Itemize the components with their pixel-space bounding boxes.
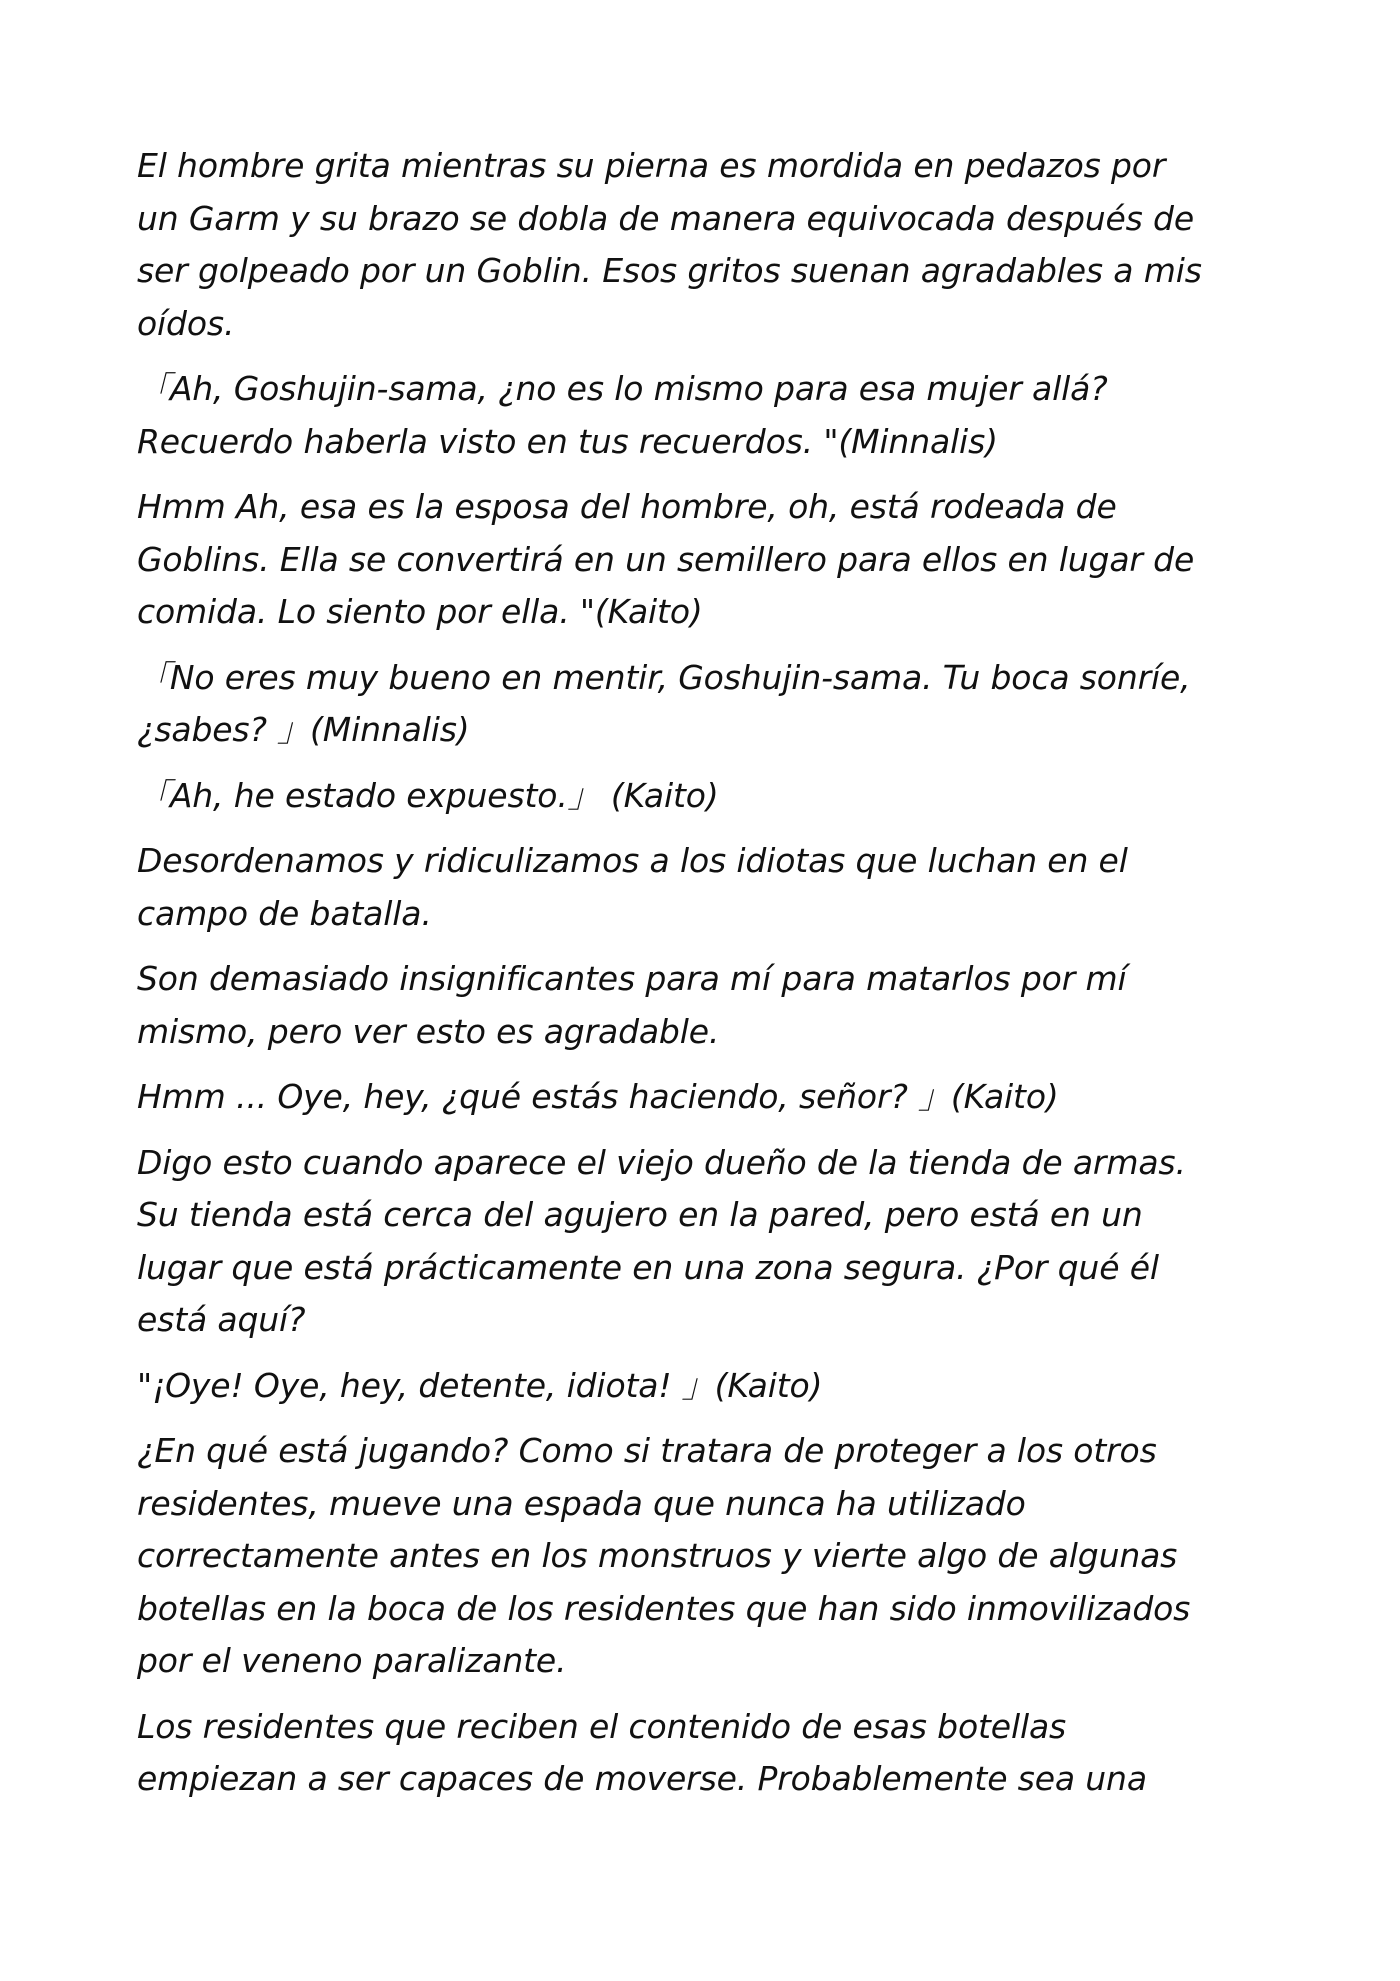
paragraph — [137, 953, 1250, 1058]
text-line: un Garm y su brazo se dobla de manera equivocada después de — [137, 198, 1194, 238]
paragraph — [137, 1701, 1250, 1806]
text-line: está aquí? — [137, 1300, 306, 1339]
text-line: Su tienda está cerca del agujero en la pared, pero está en un — [137, 1195, 1143, 1234]
paragraph — [137, 1137, 1250, 1347]
text-line: botellas en la boca de los residentes que han sido inmovilizados — [137, 1588, 1191, 1628]
paragraph — [137, 1071, 1250, 1124]
text-line: empiezan a ser capaces de moverse. Probablemente sea una — [137, 1759, 1147, 1798]
paragraph — [137, 481, 1250, 639]
text-line: "¡Oye! Oye, hey, detente, idiota! 」(Kaito) — [137, 1365, 823, 1405]
text-line: residentes, mueve una espada que nunca ha utilizado — [137, 1483, 1026, 1523]
paragraph — [137, 835, 1250, 940]
paragraph — [137, 140, 1250, 350]
text-line: Goblins. Ella se convertirá en un semillero para ellos en lugar de — [137, 539, 1195, 579]
text-line: campo de batalla. — [137, 893, 432, 933]
text-line: oídos. — [137, 303, 235, 343]
text-line: Los residentes que reciben el contenido de esas botellas — [137, 1706, 1067, 1746]
text-line: ser golpeado por un Goblin. Esos gritos suenan agradables a mis — [137, 251, 1202, 290]
text-line: Son demasiado insignificantes para mí para matarlos por mí — [137, 959, 1127, 998]
paragraph — [137, 363, 1250, 468]
text-line: por el veneno paralizante. — [137, 1641, 567, 1680]
document-body — [137, 140, 1250, 1806]
text-line: 「Ah, he estado expuesto.」 (Kaito) — [137, 775, 719, 815]
paragraph — [137, 1425, 1250, 1688]
text-line: Recuerdo haberla visto en tus recuerdos. "(Minnalis) — [137, 421, 998, 461]
text-line: Desordenamos y ridiculizamos a los idiotas que luchan en el — [137, 841, 1128, 880]
paragraph — [137, 652, 1250, 757]
paragraph — [137, 1360, 1250, 1413]
text-line: comida. Lo siento por ella. "(Kaito) — [137, 592, 703, 631]
text-line: Hmm ... Oye, hey, ¿qué estás haciendo, señor? 」(Kaito) — [137, 1077, 1059, 1116]
text-line: correctamente antes en los monstruos y vierte algo de algunas — [137, 1536, 1178, 1575]
text-line: ¿En qué está jugando? Como si tratara de proteger a los otros — [137, 1431, 1157, 1470]
text-line: 「No eres muy bueno en mentir, Goshujin-sama. Tu boca sonríe, — [137, 657, 1191, 697]
text-line: Digo esto cuando aparece el viejo dueño de la tienda de armas. — [137, 1142, 1186, 1182]
text-line: 「Ah, Goshujin-sama, ¿no es lo mismo para esa mujer allá? — [137, 369, 1108, 408]
text-line: mismo, pero ver esto es agradable. — [137, 1011, 720, 1051]
text-line: lugar que está prácticamente en una zona segura. ¿Por qué él — [137, 1247, 1159, 1287]
paragraph — [137, 770, 1250, 823]
text-line: Hmm Ah, esa es la esposa del hombre, oh, está rodeada de — [137, 487, 1117, 526]
text-line: ¿sabes? 」(Minnalis) — [137, 710, 470, 749]
text-line: El hombre grita mientras su pierna es mordida en pedazos por — [137, 146, 1166, 185]
